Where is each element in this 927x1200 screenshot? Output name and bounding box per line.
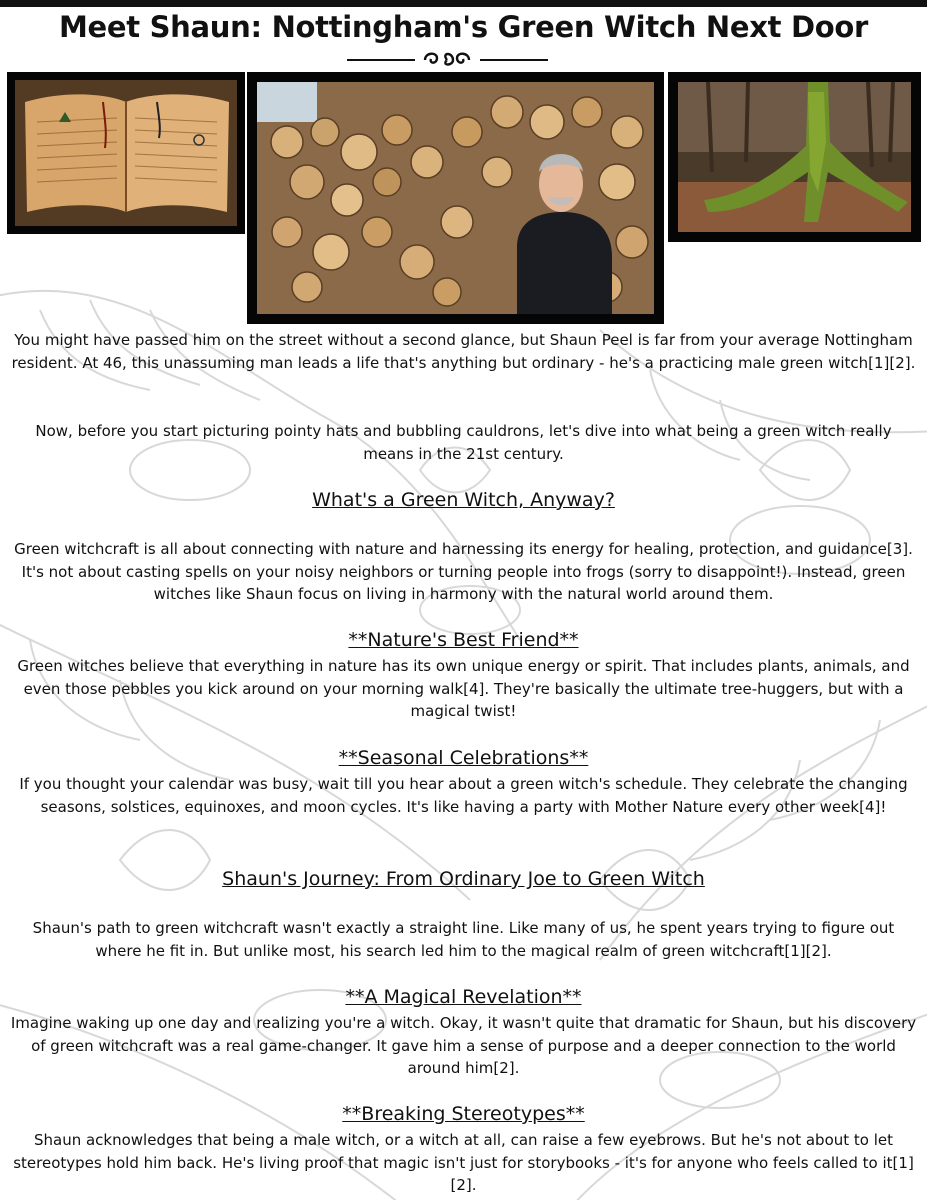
section-heading-green-witch: What's a Green Witch, Anyway? (312, 489, 615, 511)
green-witch-paragraph: Green witchcraft is all about connecting with nature and harnessing its energy for healing, protection, and guidance[3]. It's not about casting spells on your noisy neighbors or turning people into frogs (sorry to disappoint!). Instead, green witches like Shaun focus on living in harmony with the natural world around them. (14, 540, 913, 603)
ornament-divider (345, 48, 550, 70)
open-spellbook-icon (7, 72, 245, 234)
photo-mossy-tree (668, 72, 921, 242)
top-border (0, 0, 927, 7)
transition-paragraph: Now, before you start picturing pointy hats and bubbling cauldrons, let's dive into what being a green witch really means in the 21st century. (35, 422, 892, 463)
revelation-paragraph: Imagine waking up one day and realizing you're a witch. Okay, it wasn't quite that dramatic for Shaun, but his discovery of green witchcraft was a real game-changer. It gave him a sense of purpose and a deeper connection to the world around him[2]. (10, 1014, 917, 1077)
page-title: Meet Shaun: Nottingham's Green Witch Next Door (58, 10, 869, 44)
mossy-tree-roots-photo (668, 72, 921, 242)
subheading-seasonal: **Seasonal Celebrations** (338, 747, 589, 769)
photo-shaun-logs (247, 72, 664, 324)
man-by-log-pile-photo (247, 72, 664, 324)
section-heading-journey: Shaun's Journey: From Ordinary Joe to Green Witch (222, 868, 705, 890)
subheading-nature: **Nature's Best Friend** (348, 629, 579, 651)
journey-paragraph: Shaun's path to green witchcraft wasn't exactly a straight line. Like many of us, he spent years trying to figure out where he fit in. But unlike most, his search led him to the magical realm of green witchcraft[1][2]. (32, 919, 895, 960)
seasonal-paragraph: If you thought your calendar was busy, wait till you hear about a green witch's schedule. They celebrate the changing seasons, solstices, equinoxes, and moon cycles. It's like having a party with Mother Nature every other week[4]! (19, 775, 908, 816)
stereotypes-paragraph: Shaun acknowledges that being a male witch, or a witch at all, can raise a few eyebrows. But he's not about to let stereotypes hold him back. He's living proof that magic isn't just for storybooks - it's for anyone who feels called to it[1][2]. (13, 1131, 914, 1194)
nature-paragraph: Green witches believe that everything in nature has its own unique energy or spirit. That includes plants, animals, and even those pebbles you kick around on your morning walk[4]. They're basically the ultimate tree-huggers, but with a magical twist! (17, 657, 910, 720)
intro-paragraph: You might have passed him on the street without a second glance, but Shaun Peel is far from your average Nottingham resident. At 46, this unassuming man leads a life that's anything but ordinary - he's a practicing male green witch[1][2]. (11, 331, 916, 372)
subheading-revelation: **A Magical Revelation** (345, 986, 582, 1008)
photo-spellbook (7, 72, 245, 234)
subheading-stereotypes: **Breaking Stereotypes** (342, 1103, 585, 1125)
